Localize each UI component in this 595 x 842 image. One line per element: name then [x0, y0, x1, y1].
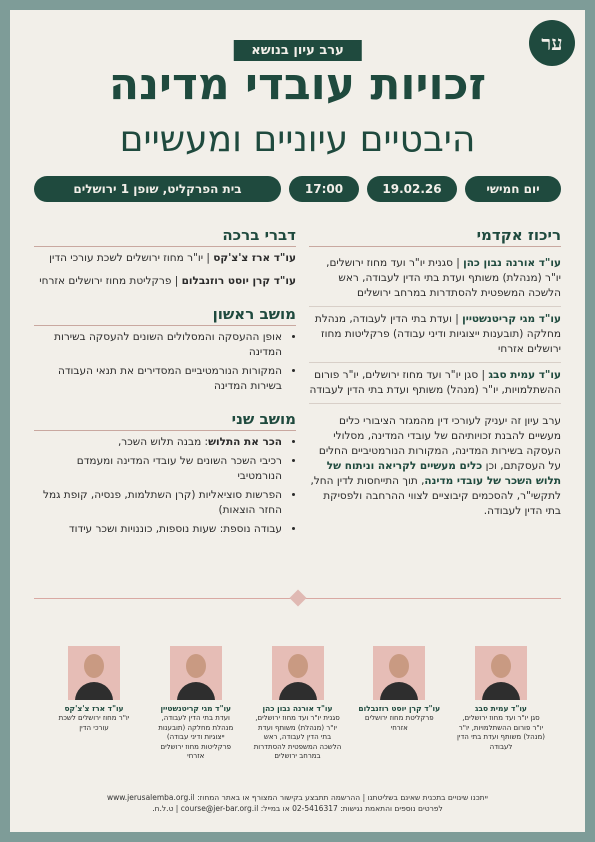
person-name: עו"ד מגי קריטנשטיין [462, 313, 561, 325]
event-place: בית הפרקליט, שופן 1 ירושלים [34, 176, 281, 202]
speaker-card [152, 646, 240, 762]
speaker-role: ועדת בתי הדין לעבודה, מנהלת מחלקה (תובענות ייצוגיות ודיני עבודה) פרקליטות מחוז ירושלים אזרחי [158, 714, 234, 760]
page-title: זכויות עובדי מדינה [108, 59, 487, 110]
speaker-name: עו"ד אורנה נבון כהן [262, 704, 333, 713]
speaker-photo [68, 646, 120, 700]
speaker-role: פרקליטת מחוז ירושלים אזרחי [364, 714, 434, 732]
academic-person [309, 307, 561, 363]
academic-person [309, 251, 561, 307]
event-time: 17:00 [289, 176, 359, 202]
page-subtitle: היבטיים עיוניים ומעשיים [119, 119, 476, 160]
speaker-card [457, 646, 545, 762]
speakers-row [50, 646, 545, 762]
person-name: עו"ד עמית סבג [488, 369, 561, 381]
academic-section [309, 228, 561, 519]
footer-line: לפרטים נוספים והתאמת נגישות: 02-5416317 או במייל: course@jer-bar.org.il | ט.ל.ח. [152, 804, 443, 813]
session1-list [34, 330, 296, 394]
speaker-role: סגנית יו"ר ועד מחוז ירושלים, יו"ר (מנהלת) משותף ועדת בתי הדין לעבודה, ראש הלשכה המשפטית להסתדרות במרחב ירושלים [253, 714, 342, 760]
greeting-item: עו"ד ארז צ'צ'קס | יו"ר מחוז ירושלים לשכת עורכי הדין [49, 252, 296, 264]
greetings-section [34, 228, 296, 289]
speaker-name: עו"ד קרן יוסט רוזנבלום [358, 704, 441, 713]
session2-list [34, 435, 296, 537]
event-details [34, 176, 561, 202]
event-day: יום חמישי [465, 176, 561, 202]
person-role: | סגנית יו"ר ועד מחוז ירושלים, יו"ר (מנהלת) משותף ועדת בתי הדין לעבודה, ראש הלשכה המשפטית להסתדרות במרחב ירושלים [326, 257, 561, 299]
event-date: 19.02.26 [367, 176, 457, 202]
list-item: • הפרשות סוציאליות (קרן השתלמות, פנסיה, קופת גמל החזר הוצאות) [34, 488, 282, 518]
speaker-name: עו"ד עמית סבג [475, 704, 527, 713]
footer-line: ייתכנו שינויים בתכנית שאינם בשליטתנו | ההרשמה תתבצע בקישור המצורף או באתר המחוז: www.jerusalemba.org.il [107, 793, 488, 802]
list-item: • עבודה נוספת: שעות נוספות, כוננויות ושכר עידוד [34, 522, 282, 537]
academic-heading: ריכוז אקדמי [309, 228, 561, 247]
speaker-name: עו"ד מגי קריטנשטיין [160, 704, 232, 713]
person-role: | סגן יו"ר ועד מחוז ירושלים, יו"ר פורום ההשתלמויות, יו"ר (מנהל) משותף ועדת בתי הדין לעבודה [309, 369, 561, 396]
speaker-photo [373, 646, 425, 700]
speaker-card [50, 646, 138, 762]
speaker-role: סגן יו"ר ועד מחוז ירושלים, יו"ר פורום ההשתלמויות, יו"ר (מנהל) משותף ועדת בתי הדין לעבודה [457, 714, 545, 751]
list-item: • רכיבי השכר השונים של עובדי המדינה ומעמדם הנורמטיבי [34, 454, 282, 484]
session1-heading: מושב ראשון [34, 307, 296, 326]
bar-association-logo: ער [529, 20, 575, 66]
list-item: • אופן ההעסקה והמסלולים השונים להעסקה בשירות המדינה [34, 330, 282, 360]
person-name: עו"ד אורנה נבון כהן [463, 257, 561, 269]
session2-heading: מושב שני [34, 412, 296, 431]
academic-person [309, 363, 561, 404]
event-description: ערב עיון זה יעניק לעורכי דין מהמגזר הציבורי כלים מעשיים להבנת זכויותיהם של עובדי המדינה, מסלולי העסקה בשירות המדינה, המקורות הנורמטיביים החלים על העסקתם, וכן כלים מעשיים לקריאה וניתוח של תלוש השכר של עובדי מדינה, תוך התייחסות לדין החל, לתקשי"ר, להסכמים קיבוציים לצווי ההרחבה ולפסיקת בתי הדין לעבודה. [310, 415, 561, 517]
speaker-card [355, 646, 443, 762]
list-item: • הכר את התלוש: מבנה תלוש השכר, [34, 435, 282, 450]
speaker-card [254, 646, 342, 762]
person-role: | ועדת בתי הדין לעבודה, מנהלת מחלקה (תובענות ייצוגיות ודיני עבודה) פרקליטות מחוז ירושלים אזרחי [314, 313, 561, 355]
speaker-photo [272, 646, 324, 700]
event-flyer [10, 10, 585, 832]
speaker-name: עו"ד ארז צ'צ'קס [64, 704, 124, 713]
speaker-photo [170, 646, 222, 700]
speaker-photo [475, 646, 527, 700]
program-section [34, 228, 296, 545]
footer [34, 792, 561, 814]
diamond-ornament [289, 590, 306, 607]
greetings-heading: דברי ברכה [34, 228, 296, 247]
topic-badge: ערב עיון בנושא [233, 40, 361, 61]
list-item: • המקורות הנורמטיביים המסדירים את תנאי העבודה בשירות המדינה [34, 364, 282, 394]
greeting-item: עו"ד קרן יוסט רוזנבלום | פרקליטת מחוז ירושלים אזרחי [39, 275, 296, 287]
speaker-role: יו"ר מחוז ירושלים לשכת עורכי הדין [58, 714, 130, 732]
